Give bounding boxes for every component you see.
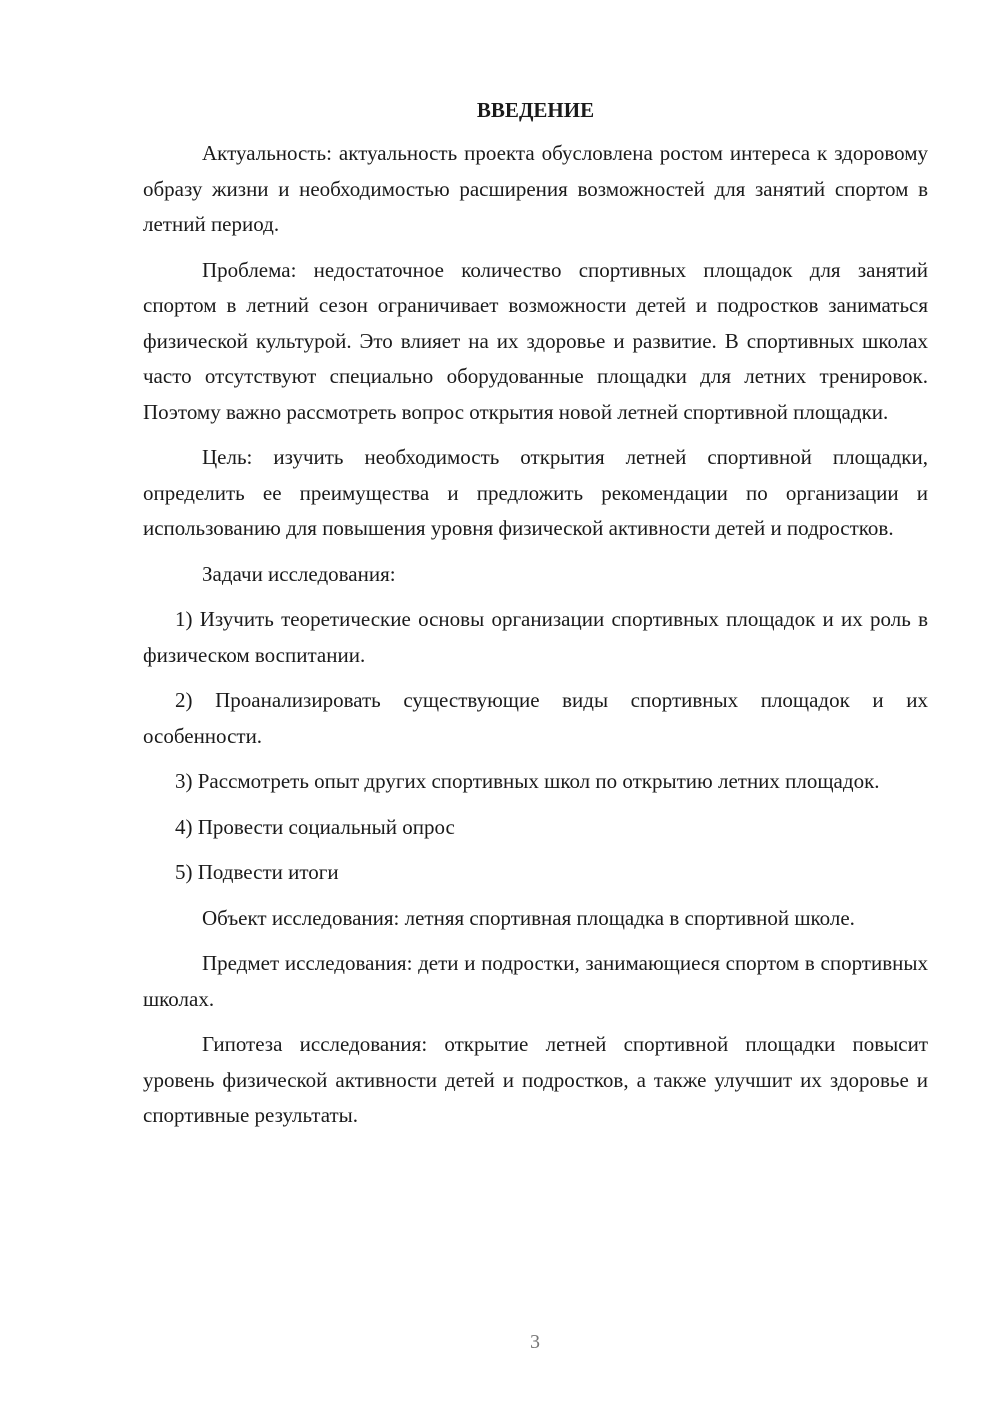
paragraph-relevance: Актуальность: актуальность проекта обусловлена ростом интереса к здоровому образу жизни и необходимостью расширения возможностей для занятий спортом в летний период.: [143, 141, 928, 236]
paragraph-subject: Предмет исследования: дети и подростки, занимающиеся спортом в спортивных школах.: [143, 951, 928, 1011]
paragraph-problem: Проблема: недостаточное количество спортивных площадок для занятий спортом в летний сезон ограничивает возможности детей и подростков заниматься физической культурой. Это влияет на их здоровье и развитие. В спортивных школах часто отсутствуют специально оборудованные площадки для летних тренировок. Поэтому важно рассмотреть вопрос открытия новой летней спортивной площадки.: [143, 257, 928, 424]
task-item-5: 5) Подвести итоги: [175, 860, 339, 884]
task-item-3: 3) Рассмотреть опыт других спортивных школ по открытию летних площадок.: [175, 769, 880, 793]
page-content: [143, 95, 928, 1144]
task-item-1: 1) Изучить теоретические основы организации спортивных площадок и их роль в физическом воспитании.: [143, 607, 928, 667]
paragraph-object: Объект исследования: летняя спортивная площадка в спортивной школе.: [202, 905, 855, 930]
task-item-4: 4) Провести социальный опрос: [175, 814, 455, 839]
page-title: ВВЕДЕНИЕ: [476, 98, 595, 122]
paragraph-tasks-heading: Задачи исследования:: [202, 561, 396, 586]
paragraph-goal: Цель: изучить необходимость открытия летней спортивной площадки, определить ее преимущества и предложить рекомендации по организации и использованию для повышения уровня физической активности детей и подростков.: [143, 445, 928, 540]
paragraph-hypothesis: Гипотеза исследования: открытие летней спортивной площадки повысит уровень физической активности детей и подростков, а также улучшит их здоровье и спортивные результаты.: [143, 1032, 928, 1127]
task-item-2: 2) Проанализировать существующие виды спортивных площадок и их особенности.: [143, 688, 928, 748]
page-number: 3: [530, 1331, 540, 1353]
